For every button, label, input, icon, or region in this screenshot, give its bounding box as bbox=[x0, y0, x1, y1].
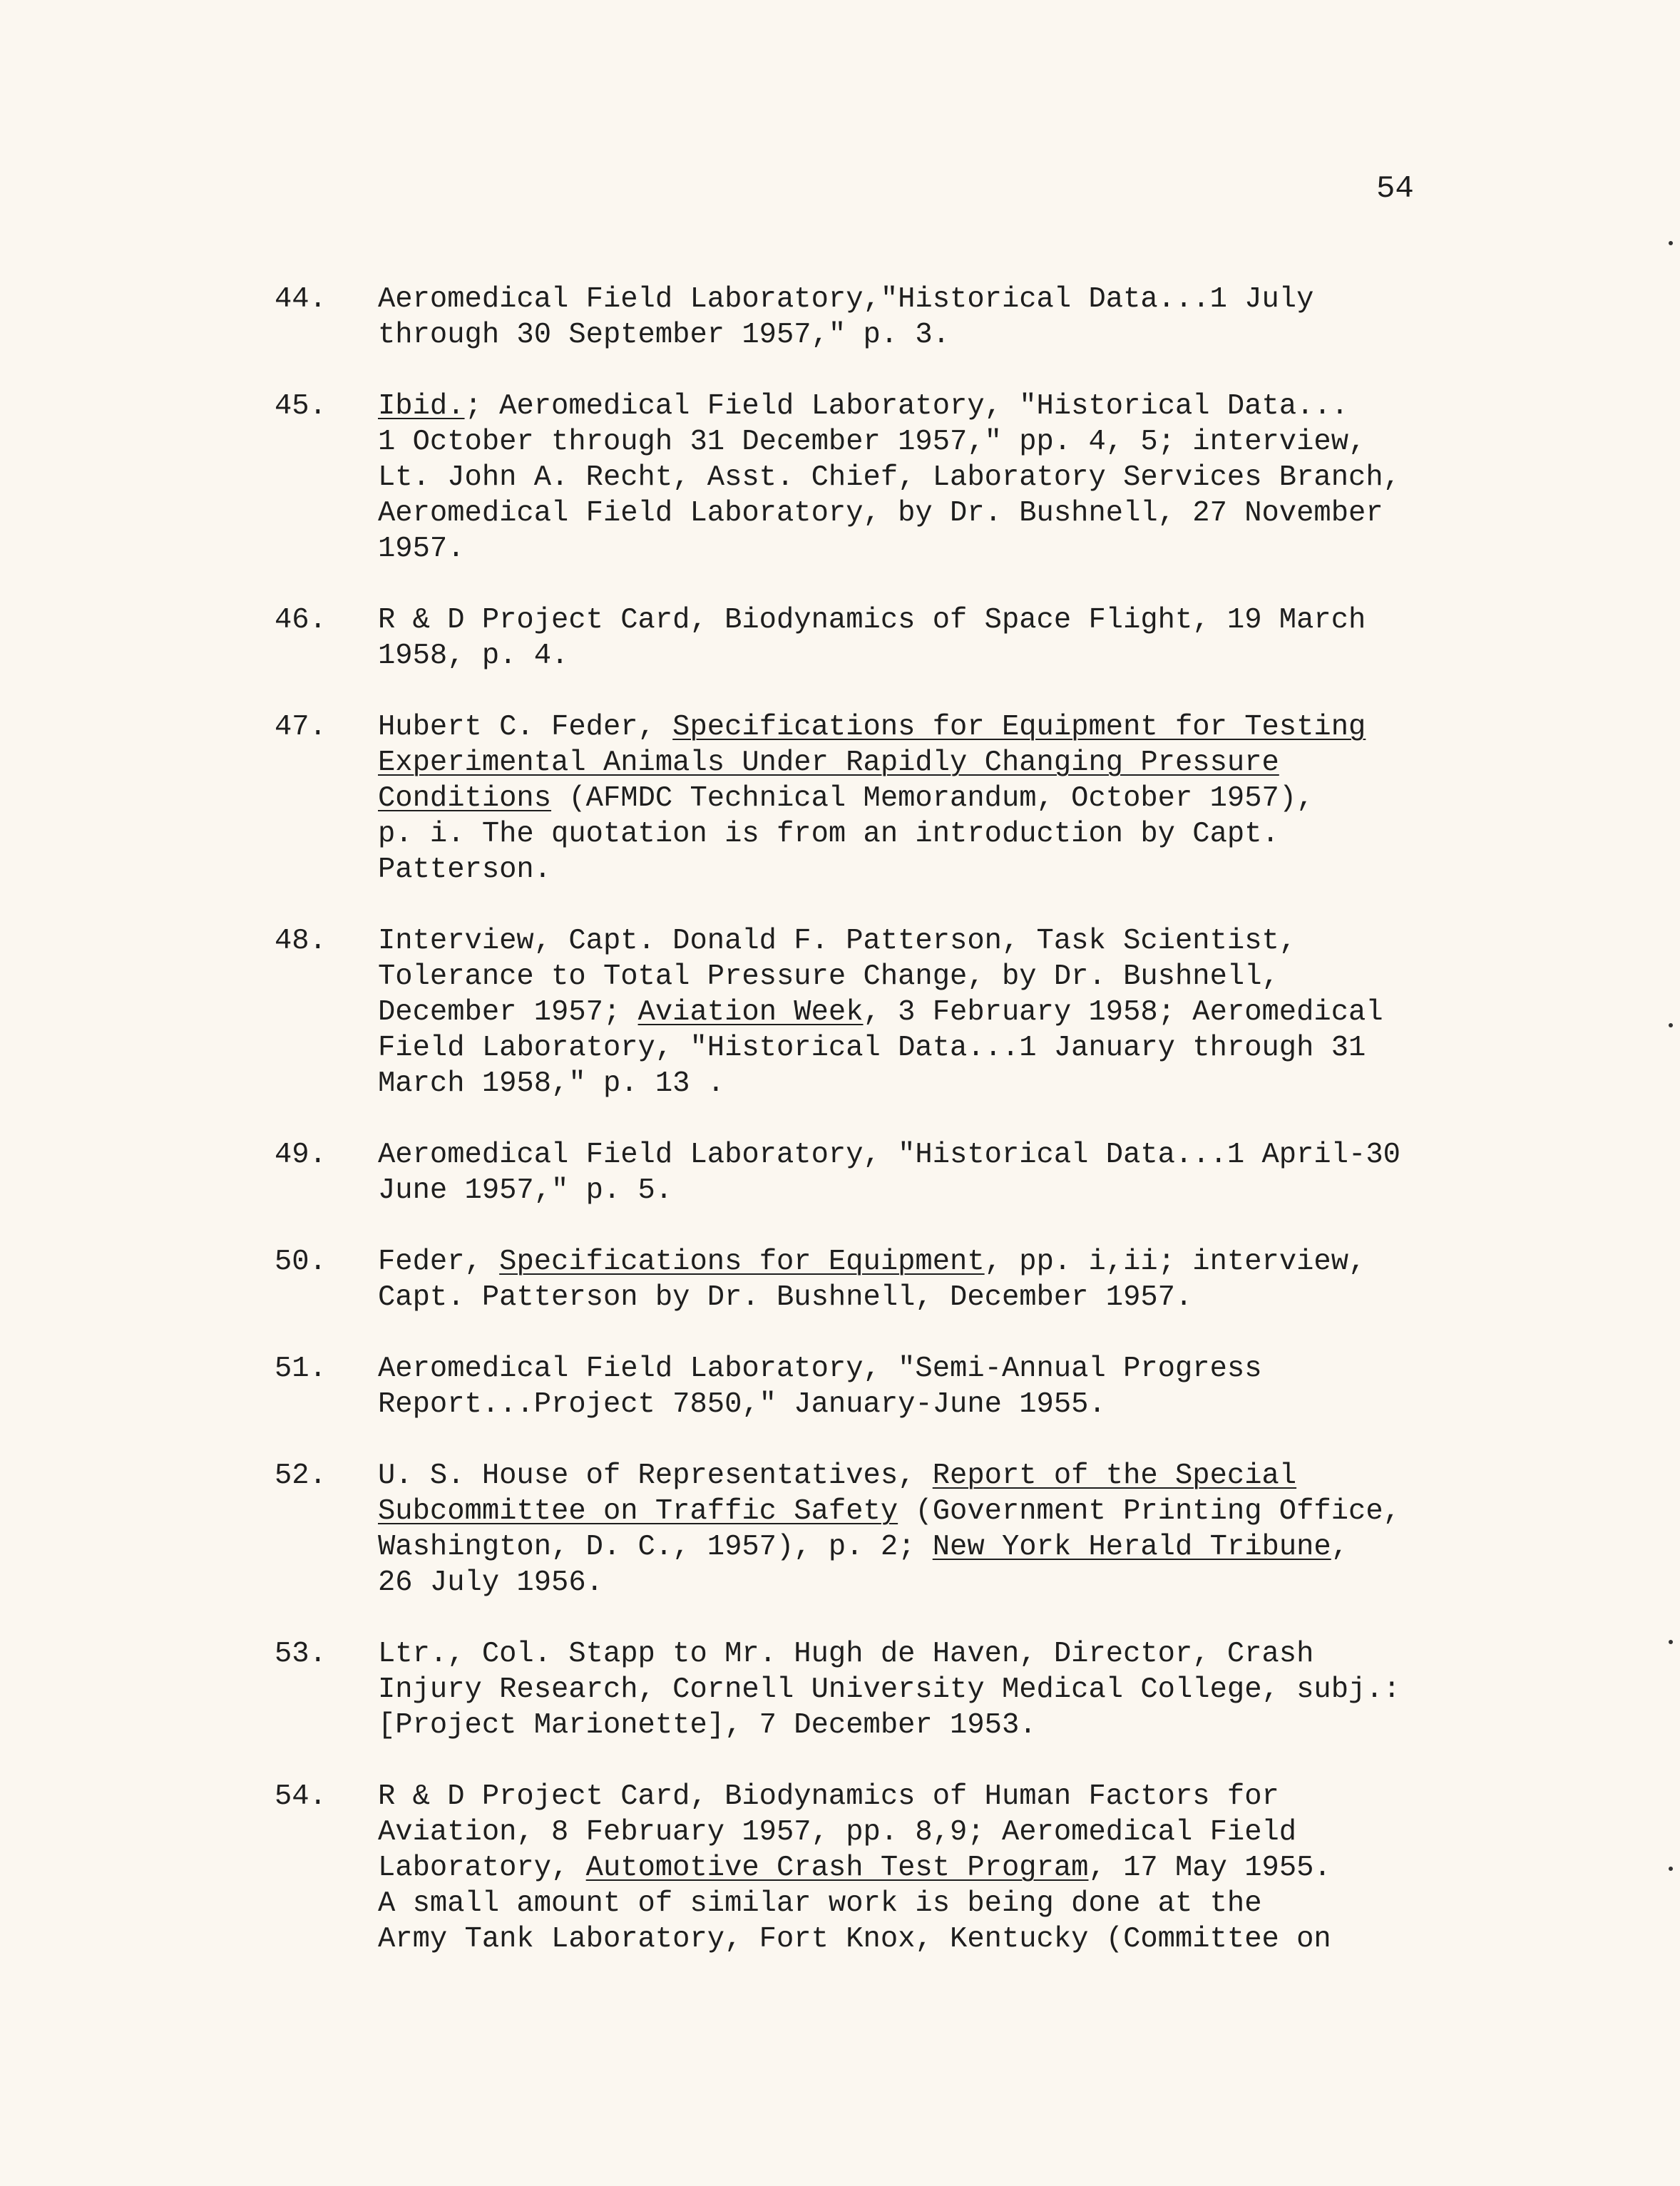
endnote-number: 54. bbox=[275, 1780, 327, 1813]
margin-mark bbox=[1669, 241, 1673, 245]
endnote-text bbox=[378, 602, 1451, 674]
endnote-number: 50. bbox=[275, 1246, 327, 1278]
endnote-text bbox=[378, 1779, 1451, 1957]
endnote-text bbox=[378, 389, 1451, 567]
citation-text: Interview, Capt. Donald F. Patterson, Task Scientist, Tolerance to Total Pressure Change, by Dr. Bushnell, December 1957; bbox=[378, 925, 1297, 1029]
endnote-number: 44. bbox=[275, 283, 327, 316]
endnote-number: 48. bbox=[275, 925, 327, 958]
endnote-text bbox=[378, 1244, 1451, 1315]
citation-text: (Government Printing Office, Washington, D. C., 1957), p. 2; bbox=[378, 1495, 1400, 1564]
endnote-text bbox=[378, 1137, 1451, 1209]
citation-text: , 3 February 1958; Aeromedical Field Laboratory, "Historical Data...1 January through 31 March 1958," p. 13 . bbox=[378, 996, 1383, 1100]
underlined-title: Aviation Week bbox=[637, 996, 864, 1029]
endnote-number: 53. bbox=[275, 1638, 327, 1671]
citation-text: (AFMDC Technical Memorandum, October 1957), p. i. The quotation is from an introduction by Capt. Patterson. bbox=[378, 782, 1314, 886]
citation-text: R & D Project Card, Biodynamics of Human Factors for Aviation, 8 February 1957, pp. 8,9; Aeromedical Field Laboratory, bbox=[378, 1780, 1297, 1884]
underlined-title: Report of the Special Subcommittee on Traffic Safety bbox=[378, 1459, 1297, 1528]
margin-mark bbox=[1669, 1640, 1673, 1644]
underlined-title: New York Herald Tribune bbox=[932, 1531, 1331, 1564]
endnote-44 bbox=[275, 282, 1451, 353]
endnote-number: 52. bbox=[275, 1459, 327, 1492]
citation-text: Feder, bbox=[378, 1246, 500, 1278]
underlined-title: Specifications for Equipment for Testing Experimental Animals Under Rapidly Changing Pressure Conditions bbox=[378, 711, 1366, 815]
citation-text: Aeromedical Field Laboratory, "Historical Data...1 April-30 June 1957," p. 5. bbox=[378, 1139, 1400, 1207]
endnote-53 bbox=[275, 1636, 1451, 1743]
page-number: 54 bbox=[1376, 171, 1414, 207]
underlined-title: Automotive Crash Test Program bbox=[585, 1852, 1089, 1884]
endnote-52 bbox=[275, 1458, 1451, 1601]
citation-text: , 26 July 1956. bbox=[378, 1531, 1349, 1599]
underlined-title: Specifications for Equipment bbox=[499, 1246, 985, 1278]
endnote-number: 49. bbox=[275, 1139, 327, 1171]
endnote-46 bbox=[275, 602, 1451, 674]
endnote-49 bbox=[275, 1137, 1451, 1209]
citation-text: Aeromedical Field Laboratory,"Historical Data...1 July through 30 September 1957," p. 3. bbox=[378, 283, 1314, 351]
endnote-number: 47. bbox=[275, 711, 327, 744]
endnote-text bbox=[378, 1458, 1451, 1601]
citation-text: U. S. House of Representatives, bbox=[378, 1459, 933, 1492]
endnote-text bbox=[378, 923, 1451, 1102]
endnote-51 bbox=[275, 1351, 1451, 1422]
endnote-number: 45. bbox=[275, 390, 327, 423]
endnote-text bbox=[378, 1351, 1451, 1422]
endnote-47 bbox=[275, 709, 1451, 888]
endnote-text bbox=[378, 709, 1451, 888]
endnote-50 bbox=[275, 1244, 1451, 1315]
endnotes-list bbox=[275, 282, 1451, 1993]
underlined-title: Ibid. bbox=[378, 390, 465, 423]
citation-text: , pp. i,ii; interview, Capt. Patterson by Dr. Bushnell, December 1957. bbox=[378, 1246, 1366, 1314]
margin-mark bbox=[1669, 1867, 1673, 1871]
citation-text: Ltr., Col. Stapp to Mr. Hugh de Haven, Director, Crash Injury Research, Cornell University Medical College, subj.: [Project Marionette], 7 December 1953. bbox=[378, 1638, 1400, 1742]
endnote-text bbox=[378, 282, 1451, 353]
citation-text: , 17 May 1955. A small amount of similar work is being done at the Army Tank Laboratory, Fort Knox, Kentucky (Committee on bbox=[378, 1852, 1331, 1956]
endnote-48 bbox=[275, 923, 1451, 1102]
endnote-54 bbox=[275, 1779, 1451, 1957]
citation-text: Aeromedical Field Laboratory, "Semi-Annual Progress Report...Project 7850," January-June 1955. bbox=[378, 1353, 1262, 1421]
endnote-number: 51. bbox=[275, 1353, 327, 1385]
margin-mark bbox=[1669, 1023, 1673, 1027]
citation-text: Hubert C. Feder, bbox=[378, 711, 673, 744]
endnote-text bbox=[378, 1636, 1451, 1743]
citation-text: ; Aeromedical Field Laboratory, "Historical Data... 1 October through 31 December 1957," pp. 4, 5; interview, Lt. John A. Recht, Asst. Chief, Laboratory Services Branch, Aeromedical Field Laboratory, by Dr. Bushnell, 27 November 1957. bbox=[378, 390, 1400, 565]
endnote-number: 46. bbox=[275, 604, 327, 637]
citation-text: R & D Project Card, Biodynamics of Space Flight, 19 March 1958, p. 4. bbox=[378, 604, 1366, 672]
endnote-45 bbox=[275, 389, 1451, 567]
